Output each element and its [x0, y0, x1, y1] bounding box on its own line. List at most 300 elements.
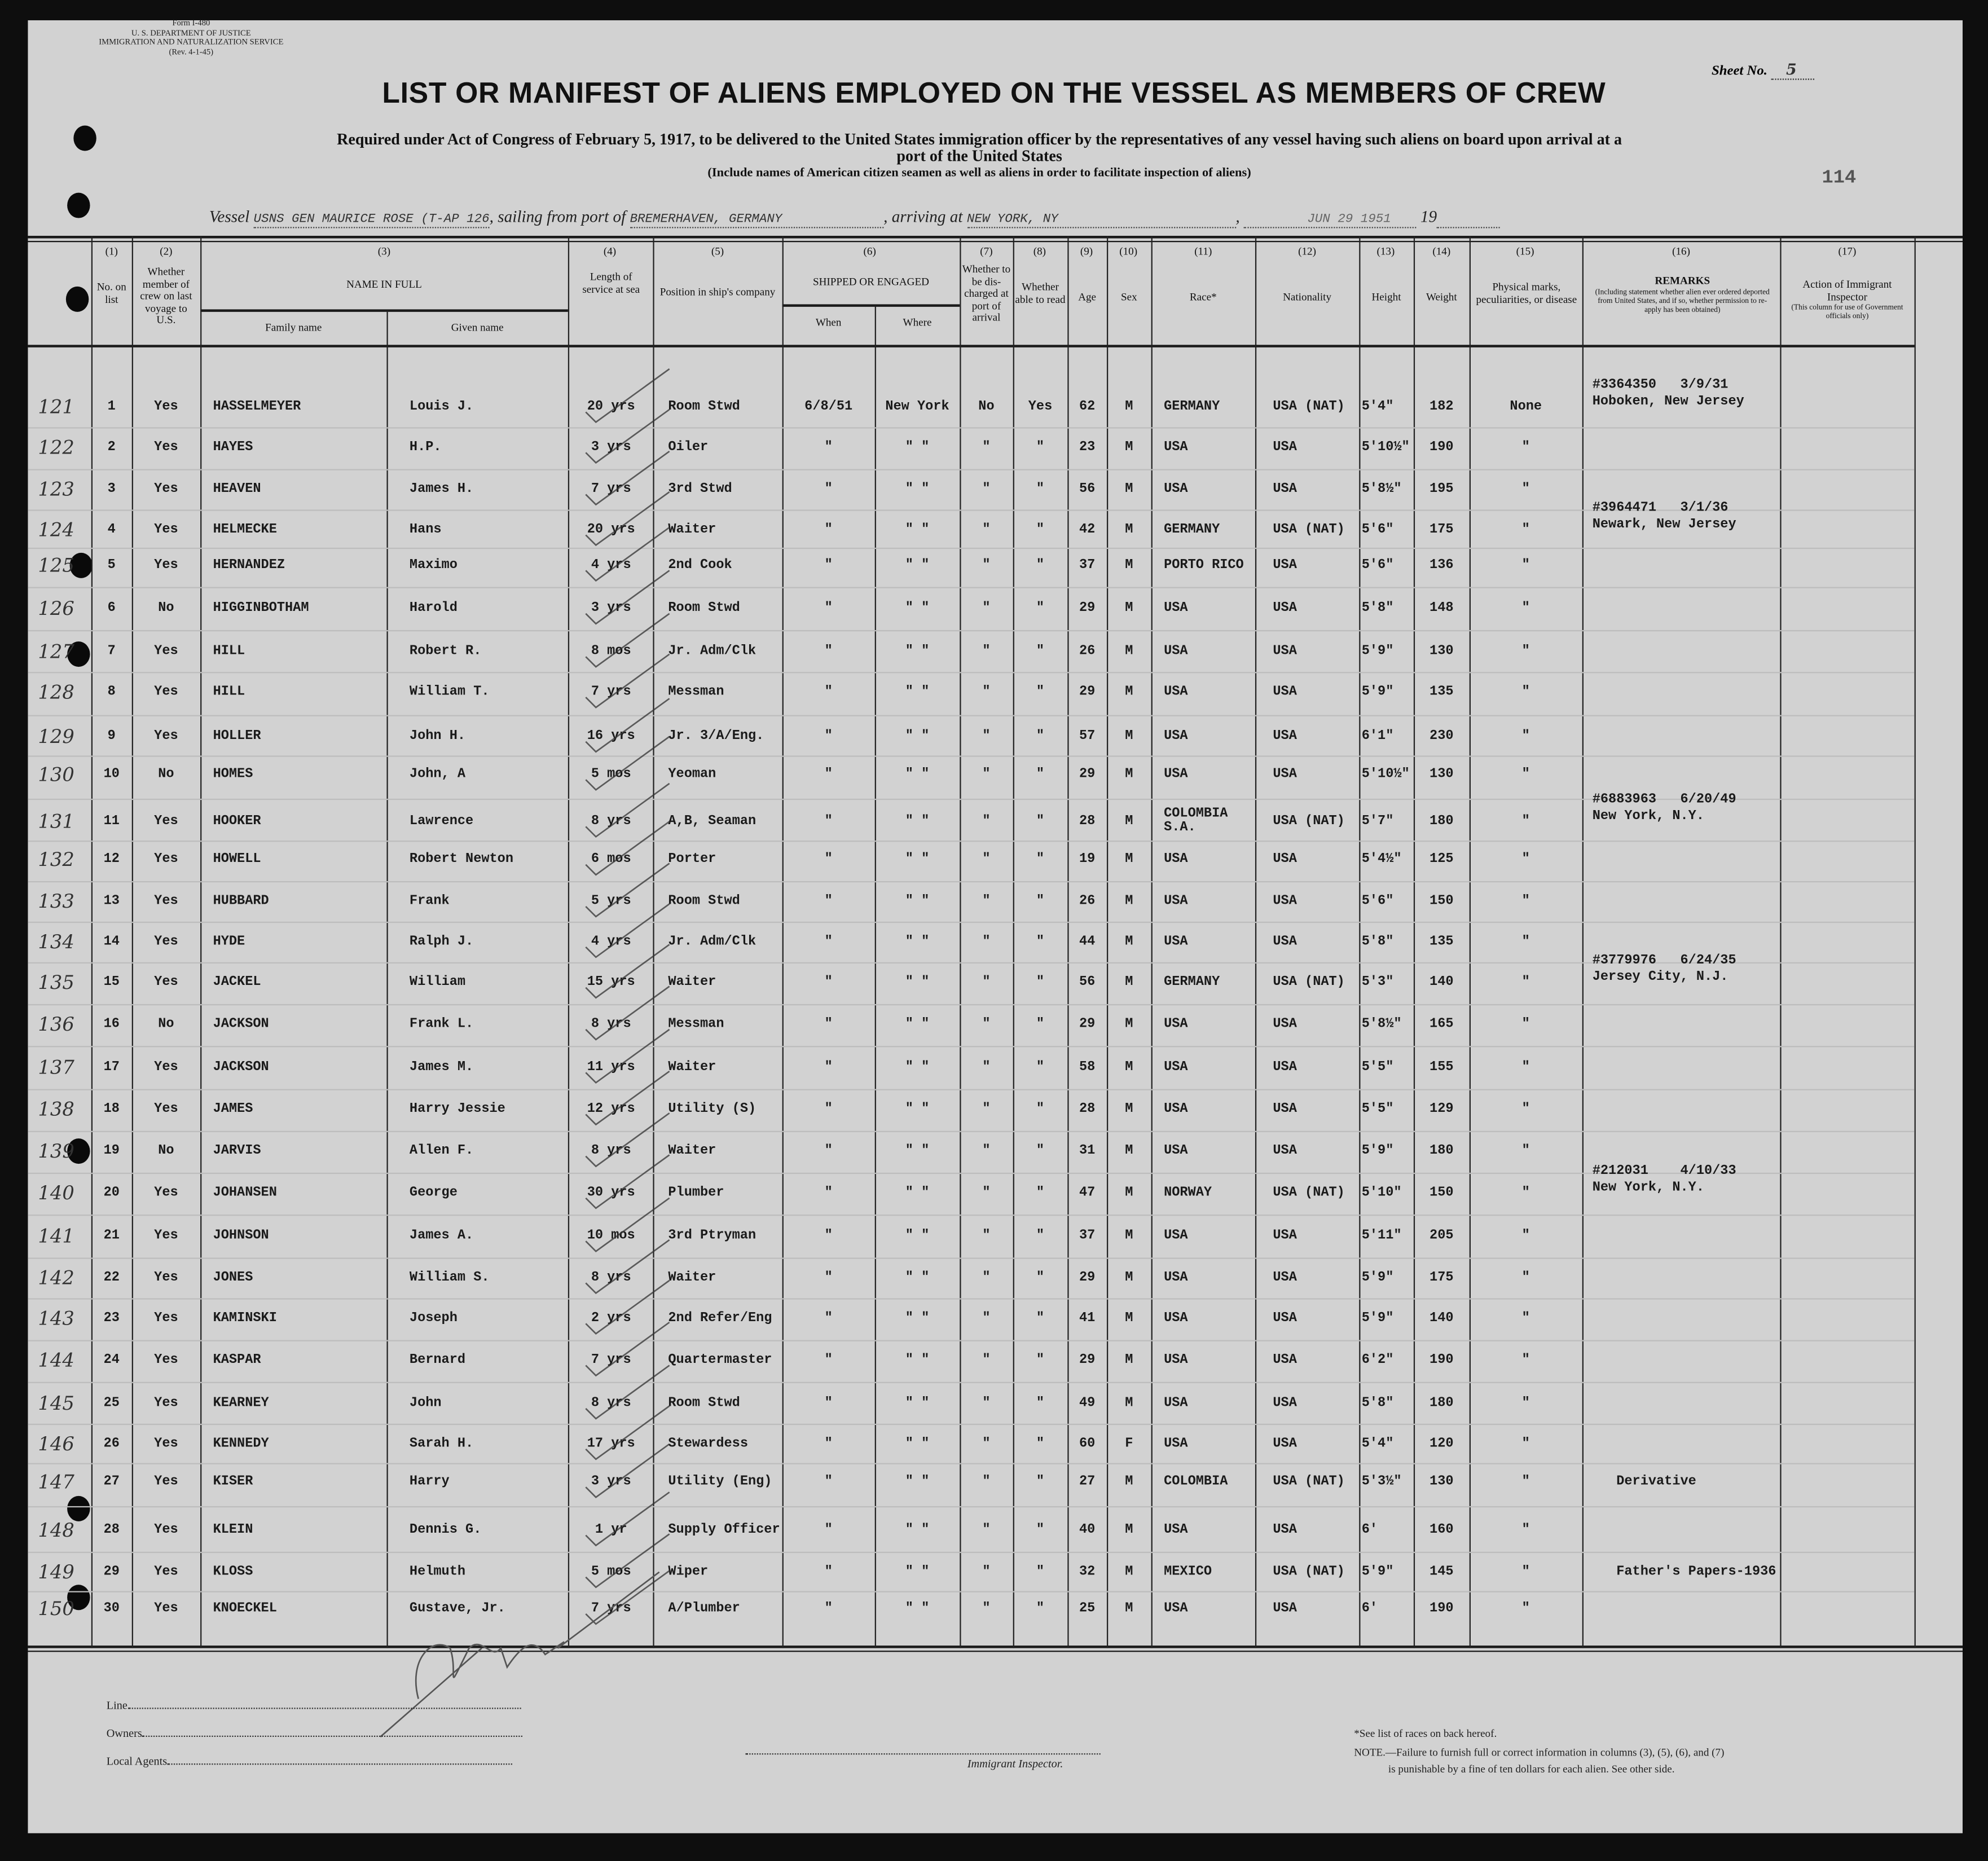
shipped-when: "	[824, 1436, 833, 1452]
sex: M	[1125, 1270, 1133, 1286]
sex: F	[1125, 1436, 1133, 1452]
crew-last-voyage: Yes	[154, 894, 178, 909]
owners-label: Owners	[106, 1726, 142, 1740]
given-name: Harold	[409, 601, 458, 617]
sex: M	[1125, 1396, 1133, 1411]
handwritten-line-number: 150	[38, 1597, 74, 1621]
shipped-when: "	[824, 1352, 833, 1368]
weight: 148	[1430, 601, 1454, 617]
given-name: Louis J.	[409, 399, 474, 415]
age: 28	[1079, 1101, 1096, 1117]
age: 49	[1079, 1396, 1096, 1411]
sex: M	[1125, 934, 1133, 950]
header-given-name: Given name	[451, 320, 504, 334]
position: Jr. Adm/Clk	[668, 644, 757, 659]
nationality: USA	[1273, 1101, 1297, 1117]
position: A,B, Seaman	[668, 813, 757, 829]
list-number: 4	[107, 522, 116, 538]
nationality: USA	[1273, 684, 1297, 700]
column-number: (11)	[1194, 244, 1212, 258]
weight: 155	[1430, 1059, 1454, 1075]
shipped-where: " "	[905, 767, 930, 782]
given-name: John	[409, 1396, 442, 1411]
age: 26	[1079, 894, 1096, 909]
column-number: (5)	[711, 244, 724, 258]
nationality: USA	[1273, 1396, 1297, 1411]
check-mark-icon	[586, 1322, 669, 1375]
given-name: John H.	[409, 729, 466, 745]
physical-marks: "	[1521, 684, 1530, 700]
position: Waiter	[668, 522, 716, 538]
vessel-label: Vessel	[209, 206, 250, 226]
sex: M	[1125, 399, 1133, 415]
age: 29	[1079, 601, 1096, 617]
handwritten-line-number: 123	[38, 478, 74, 501]
physical-marks: "	[1521, 1270, 1530, 1286]
length-of-service: 7 yrs	[591, 684, 631, 700]
weight: 175	[1430, 1270, 1454, 1286]
race: USA	[1164, 894, 1188, 909]
shipped-where: " "	[905, 1396, 930, 1411]
sex: M	[1125, 522, 1133, 538]
weight: 135	[1430, 684, 1454, 700]
position: Stewardess	[668, 1436, 749, 1452]
race: USA	[1164, 852, 1188, 868]
revision: (Rev. 4-1-45)	[169, 47, 214, 57]
given-name: Harry	[409, 1474, 450, 1490]
service: IMMIGRATION AND NATURALIZATION SERVICE	[99, 38, 284, 47]
length-of-service: 6 mos	[591, 852, 631, 868]
list-number: 14	[103, 934, 120, 950]
length-of-service: 8 yrs	[591, 1396, 631, 1411]
physical-marks: "	[1521, 1059, 1530, 1075]
sex: M	[1125, 1059, 1133, 1075]
discharged: "	[982, 439, 991, 455]
weight: 140	[1430, 975, 1454, 991]
family-name: JAMES	[213, 1101, 253, 1117]
able-to-read: "	[1036, 1564, 1045, 1580]
handwritten-line-number: 124	[38, 518, 74, 542]
length-of-service: 30 yrs	[587, 1185, 635, 1201]
age: 19	[1079, 852, 1096, 868]
race: USA	[1164, 1270, 1188, 1286]
check-mark-icon	[586, 1571, 669, 1624]
given-name: Joseph	[409, 1310, 458, 1326]
date-stamp: JUN 29 1951	[1244, 213, 1417, 228]
shipped-where: " "	[905, 522, 930, 538]
height: 5'5"	[1361, 1059, 1394, 1075]
shipped-where: " "	[905, 1564, 930, 1580]
race: USA	[1164, 1017, 1188, 1032]
age: 27	[1079, 1474, 1096, 1490]
position: Room Stwd	[668, 399, 740, 415]
list-number: 8	[107, 684, 116, 700]
family-name: KASPAR	[213, 1352, 261, 1368]
remarks-place: Hoboken, New Jersey	[1592, 394, 1744, 410]
race: MEXICO	[1164, 1564, 1212, 1580]
age: 23	[1079, 439, 1096, 455]
able-to-read: "	[1036, 601, 1045, 617]
able-to-read: "	[1036, 729, 1045, 745]
list-number: 9	[107, 729, 116, 745]
age: 57	[1079, 729, 1096, 745]
nationality: USA (NAT)	[1273, 813, 1345, 829]
length-of-service: 5 mos	[591, 767, 631, 782]
discharged: "	[982, 813, 991, 829]
race: USA	[1164, 482, 1188, 497]
given-name: Maximo	[409, 557, 458, 573]
crew-last-voyage: Yes	[154, 813, 178, 829]
handwritten-line-number: 133	[38, 890, 74, 913]
height: 5'9"	[1361, 684, 1394, 700]
shipped-when: "	[824, 934, 833, 950]
position: Jr. Adm/Clk	[668, 934, 757, 950]
physical-marks: "	[1521, 975, 1530, 991]
physical-marks: "	[1521, 1564, 1530, 1580]
sex: M	[1125, 1564, 1133, 1580]
handwritten-line-number: 127	[38, 640, 74, 663]
age: 62	[1079, 399, 1096, 415]
inspector-signature-line	[745, 1753, 1100, 1754]
shipped-when: "	[824, 1523, 833, 1538]
shipped-when: "	[824, 975, 833, 991]
position: 2nd Refer/Eng	[668, 1310, 772, 1326]
nationality: USA	[1273, 601, 1297, 617]
check-mark-icon	[586, 1155, 669, 1208]
physical-marks: None	[1510, 399, 1542, 415]
physical-marks: "	[1521, 1143, 1530, 1159]
remarks-certificate: #6883963 6/20/49	[1592, 792, 1736, 808]
position: Quartermaster	[668, 1352, 772, 1368]
shipped-where: " "	[905, 1474, 930, 1490]
given-name: James A.	[409, 1228, 474, 1244]
subtitle-line-2: port of the United States	[896, 147, 1062, 165]
position: Room Stwd	[668, 1396, 740, 1411]
age: 28	[1079, 813, 1096, 829]
shipped-where: " "	[905, 1436, 930, 1452]
given-name: Frank	[409, 894, 450, 909]
form-number: Form I-480	[172, 19, 210, 28]
header-position: Position in ship's company	[659, 285, 776, 298]
crew-last-voyage: Yes	[154, 1396, 178, 1411]
sex: M	[1125, 813, 1133, 829]
sheet-label: Sheet No.	[1711, 63, 1767, 79]
weight: 165	[1430, 1017, 1454, 1032]
check-mark-icon	[586, 1444, 669, 1497]
race: USA	[1164, 1436, 1188, 1452]
nationality: USA (NAT)	[1273, 522, 1345, 538]
list-number: 11	[103, 813, 120, 829]
race: GERMANY	[1164, 399, 1220, 415]
crew-last-voyage: Yes	[154, 439, 178, 455]
crew-last-voyage: Yes	[154, 1059, 178, 1075]
crew-last-voyage: Yes	[154, 729, 178, 745]
family-name: HILL	[213, 684, 245, 700]
physical-marks: "	[1521, 1601, 1530, 1617]
crew-last-voyage: Yes	[154, 1474, 178, 1490]
weight: 135	[1430, 934, 1454, 950]
discharged: "	[982, 729, 991, 745]
length-of-service: 5 mos	[591, 1564, 631, 1580]
given-name: Hans	[409, 522, 442, 538]
check-mark-icon	[586, 1281, 669, 1334]
able-to-read: "	[1036, 1270, 1045, 1286]
race: COLOMBIA S.A.	[1164, 806, 1228, 836]
handwritten-line-number: 121	[38, 395, 74, 419]
race: PORTO RICO	[1164, 557, 1244, 573]
sex: M	[1125, 557, 1133, 573]
sex: M	[1125, 729, 1133, 745]
discharged: "	[982, 852, 991, 868]
crew-last-voyage: Yes	[154, 644, 178, 659]
shipped-where: " "	[905, 684, 930, 700]
crew-last-voyage: Yes	[154, 1601, 178, 1617]
length-of-service: 11 yrs	[587, 1059, 635, 1075]
column-number: (2)	[160, 244, 173, 258]
handwritten-line-number: 141	[38, 1224, 74, 1248]
length-of-service: 7 yrs	[591, 482, 631, 497]
length-of-service: 17 yrs	[587, 1436, 635, 1452]
handwritten-line-number: 144	[38, 1349, 74, 1372]
sailing-label: , sailing from port of	[489, 206, 626, 226]
handwritten-line-number: 145	[38, 1392, 74, 1415]
handwritten-line-number: 135	[38, 971, 74, 994]
list-number: 3	[107, 482, 116, 497]
nationality: USA (NAT)	[1273, 1185, 1345, 1201]
header-physical: Physical marks, peculiarities, or disease	[1476, 280, 1577, 305]
physical-marks: "	[1521, 522, 1530, 538]
column-number: (15)	[1516, 244, 1534, 258]
sex: M	[1125, 1523, 1133, 1538]
able-to-read: "	[1036, 767, 1045, 782]
given-name: Gustave, Jr.	[409, 1601, 505, 1617]
able-to-read: "	[1036, 813, 1045, 829]
family-name: KLEIN	[213, 1523, 253, 1538]
handwritten-line-number: 148	[38, 1519, 74, 1542]
list-number: 24	[103, 1352, 120, 1368]
discharged: "	[982, 767, 991, 782]
shipped-when: "	[824, 601, 833, 617]
race: GERMANY	[1164, 522, 1220, 538]
length-of-service: 3 yrs	[591, 439, 631, 455]
handwritten-line-number: 130	[38, 763, 74, 786]
crew-last-voyage: Yes	[154, 1310, 178, 1326]
height: 5'9"	[1361, 1270, 1394, 1286]
weight: 130	[1430, 767, 1454, 782]
race: USA	[1164, 1310, 1188, 1326]
height: 5'10½"	[1361, 767, 1410, 782]
list-number: 12	[103, 852, 120, 868]
list-number: 18	[103, 1101, 120, 1117]
nationality: USA	[1273, 644, 1297, 659]
discharged: "	[982, 1310, 991, 1326]
list-number: 19	[103, 1143, 120, 1159]
shipped-where: " "	[905, 813, 930, 829]
header-sex: Sex	[1120, 290, 1137, 303]
list-number: 7	[107, 644, 116, 659]
port-from: BREMERHAVEN, GERMANY	[630, 213, 884, 228]
header-discharged: Whether to be dis-charged at port of arrival	[962, 262, 1011, 324]
header-crew-last-voyage: Whether member of crew on last voyage to U.S.	[140, 265, 192, 326]
length-of-service: 10 mos	[587, 1228, 635, 1244]
remarks-certificate: #212031 4/10/33	[1592, 1164, 1736, 1180]
check-mark-icon	[586, 1240, 669, 1293]
height: 5'4½"	[1361, 852, 1402, 868]
length-of-service: 20 yrs	[587, 522, 635, 538]
family-name: HOOKER	[213, 813, 261, 829]
remarks-certificate: #3779976 6/24/35	[1592, 953, 1736, 969]
family-name: HUBBARD	[213, 894, 269, 909]
length-of-service: 4 yrs	[591, 934, 631, 950]
year-label: 19	[1420, 206, 1437, 226]
check-mark-icon	[586, 737, 669, 790]
family-name: JACKSON	[213, 1059, 269, 1075]
able-to-read: "	[1036, 1185, 1045, 1201]
weight: 182	[1430, 399, 1454, 415]
weight: 180	[1430, 813, 1454, 829]
able-to-read: "	[1036, 934, 1045, 950]
race: USA	[1164, 1601, 1188, 1617]
able-to-read: "	[1036, 1143, 1045, 1159]
position: Waiter	[668, 1059, 716, 1075]
nationality: USA	[1273, 1228, 1297, 1244]
list-number: 10	[103, 767, 120, 782]
shipped-when: "	[824, 1310, 833, 1326]
check-mark-icon	[586, 451, 669, 504]
discharged: "	[982, 522, 991, 538]
check-mark-icon	[586, 986, 669, 1039]
age: 29	[1079, 767, 1096, 782]
nationality: USA	[1273, 1523, 1297, 1538]
age: 31	[1079, 1143, 1096, 1159]
age: 47	[1079, 1185, 1096, 1201]
height: 5'9"	[1361, 1143, 1394, 1159]
list-number: 13	[103, 894, 120, 909]
handwritten-line-number: 128	[38, 680, 74, 704]
age: 56	[1079, 975, 1096, 991]
physical-marks: "	[1521, 1474, 1530, 1490]
height: 5'5"	[1361, 1101, 1394, 1117]
physical-marks: "	[1521, 1228, 1530, 1244]
header-able-read: Whether able to read	[1015, 280, 1066, 305]
race: USA	[1164, 684, 1188, 700]
given-name: William S.	[409, 1270, 490, 1286]
check-mark-icon	[586, 944, 669, 997]
signature-scribble	[380, 1572, 659, 1737]
shipped-where: " "	[905, 1523, 930, 1538]
list-number: 17	[103, 1059, 120, 1075]
column-number: (6)	[863, 244, 876, 258]
shipped-when: "	[824, 852, 833, 868]
position: Wiper	[668, 1564, 709, 1580]
family-name: JOHANSEN	[213, 1185, 277, 1201]
able-to-read: "	[1036, 975, 1045, 991]
sex: M	[1125, 852, 1133, 868]
weight: 175	[1430, 522, 1454, 538]
shipped-when: "	[824, 1059, 833, 1075]
sheet-value: 5	[1771, 61, 1814, 80]
race: USA	[1164, 601, 1188, 617]
check-mark-icon	[586, 369, 669, 422]
position: Messman	[668, 684, 724, 700]
family-name: JACKSON	[213, 1017, 269, 1032]
nationality: USA	[1273, 439, 1297, 455]
shipped-where: " "	[905, 1228, 930, 1244]
handwritten-line-number: 146	[38, 1432, 74, 1456]
sex: M	[1125, 1310, 1133, 1326]
list-number: 30	[103, 1601, 120, 1617]
sex: M	[1125, 894, 1133, 909]
crew-last-voyage: Yes	[154, 557, 178, 573]
crew-last-voyage: Yes	[154, 975, 178, 991]
physical-marks: "	[1521, 767, 1530, 782]
height: 5'8"	[1361, 1396, 1394, 1411]
list-number: 22	[103, 1270, 120, 1286]
shipped-where: " "	[905, 1270, 930, 1286]
check-mark-icon	[586, 784, 669, 837]
inspector-label: Immigrant Inspector.	[967, 1757, 1063, 1770]
handwritten-line-number: 136	[38, 1013, 74, 1036]
nationality: USA	[1273, 934, 1297, 950]
height: 5'7"	[1361, 813, 1394, 829]
header-where: Where	[903, 315, 932, 329]
column-number: (1)	[105, 244, 118, 258]
shipped-where: " "	[905, 1601, 930, 1617]
sex: M	[1125, 439, 1133, 455]
position: Room Stwd	[668, 894, 740, 909]
discharged: "	[982, 1474, 991, 1490]
handwritten-line-number: 147	[38, 1470, 74, 1494]
race: USA	[1164, 644, 1188, 659]
race: USA	[1164, 1143, 1188, 1159]
column-number: (13)	[1376, 244, 1395, 258]
sex: M	[1125, 482, 1133, 497]
weight: 150	[1430, 894, 1454, 909]
local-agents-label: Local Agents	[106, 1754, 168, 1767]
able-to-read: "	[1036, 1101, 1045, 1117]
header-name-in-full: NAME IN FULL	[346, 278, 422, 291]
position: Porter	[668, 852, 716, 868]
physical-marks: "	[1521, 1523, 1530, 1538]
remarks-place: Father's Papers-1936	[1592, 1564, 1776, 1580]
shipped-where: New York	[885, 399, 949, 415]
crew-last-voyage: Yes	[154, 1436, 178, 1452]
header-remarks: REMARKS	[1655, 274, 1710, 287]
crew-last-voyage: Yes	[154, 1185, 178, 1201]
physical-marks: "	[1521, 482, 1530, 497]
weight: 190	[1430, 1601, 1454, 1617]
age: 56	[1079, 482, 1096, 497]
check-mark-icon	[586, 863, 669, 916]
header-race: Race*	[1189, 290, 1217, 303]
page-title: LIST OR MANIFEST OF ALIENS EMPLOYED ON THE VESSEL AS MEMBERS OF CREW	[382, 76, 1606, 109]
family-name: HOMES	[213, 767, 253, 782]
given-name: Ralph J.	[409, 934, 474, 950]
discharged: "	[982, 975, 991, 991]
sex: M	[1125, 975, 1133, 991]
race: USA	[1164, 934, 1188, 950]
given-name: Harry Jessie	[409, 1101, 505, 1117]
sex: M	[1125, 767, 1133, 782]
physical-marks: "	[1521, 439, 1530, 455]
position: A/Plumber	[668, 1601, 740, 1617]
vessel-line: Vessel USNS GEN MAURICE ROSE (T-AP 126, sailing from port of BREMERHAVEN, GERMANY , arriving at NEW YORK, NY , JUN 29 1951 19	[209, 206, 1501, 227]
physical-marks: "	[1521, 1310, 1530, 1326]
column-number: (3)	[377, 244, 391, 258]
race: USA	[1164, 439, 1188, 455]
position: Utility (S)	[668, 1101, 757, 1117]
age: 41	[1079, 1310, 1096, 1326]
